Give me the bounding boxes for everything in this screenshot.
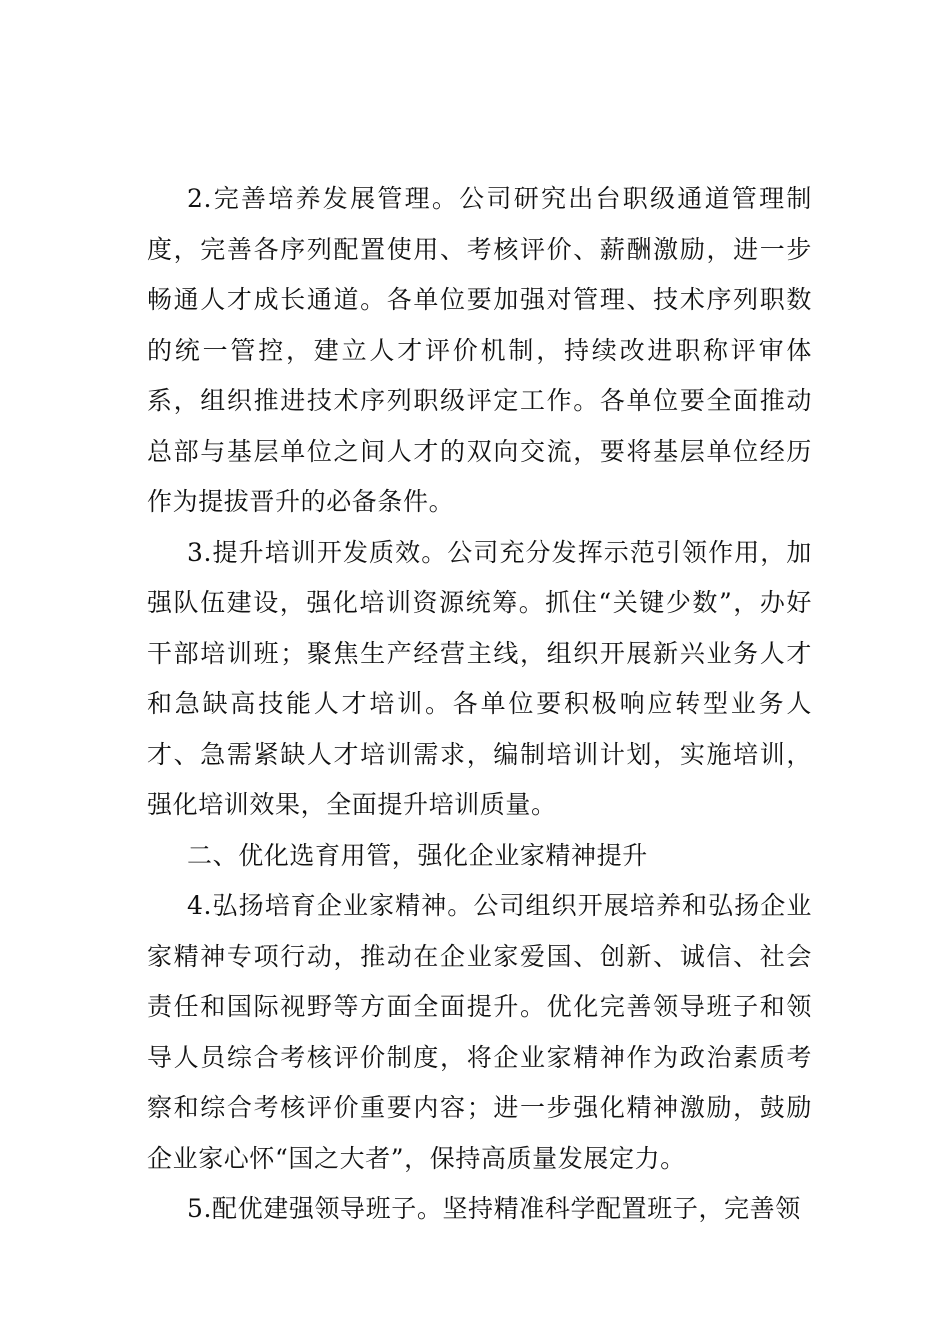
paragraph-item-4: 4.弘扬培育企业家精神。公司组织开展培养和弘扬企业家精神专项行动，推动在企业家爱国、创新、诚信、社会责任和国际视野等方面全面提升。优化完善领导班子和领导人员综合考核评价制度，将企业家精神作为政治素质考察和综合考核评价重要内容；进一步强化精神激励，鼓励企业家心怀“国之大者”，保持高质量发展定力。	[147, 891, 812, 1173]
paragraph-item-3: 3.提升培训开发质效。公司充分发挥示范引领作用，加强队伍建设，强化培训资源统筹。抓住“关键少数”，办好干部培训班；聚焦生产经营主线，组织开展新兴业务人才和急缺高技能人才培训。各单位要积极响应转型业务人才、急需紧缺人才培训需求，编制培训计划，实施培训，强化培训效果，全面提升培训质量。	[147, 537, 812, 819]
document-body	[147, 174, 812, 1235]
paragraph-item-2: 2.完善培养发展管理。公司研究出台职级通道管理制度，完善各序列配置使用、考核评价、薪酬激励，进一步畅通人才成长通道。各单位要加强对管理、技术序列职数的统一管控，建立人才评价机制，持续改进职称评审体系，组织推进技术序列职级评定工作。各单位要全面推动总部与基层单位之间人才的双向交流，要将基层单位经历作为提拔晋升的必备条件。	[147, 184, 812, 516]
paragraph-item-5: 5.配优建强领导班子。坚持精准科学配置班子，完善领	[187, 1194, 801, 1223]
section-heading-2: 二、优化选育用管，强化企业家精神提升	[187, 840, 648, 870]
